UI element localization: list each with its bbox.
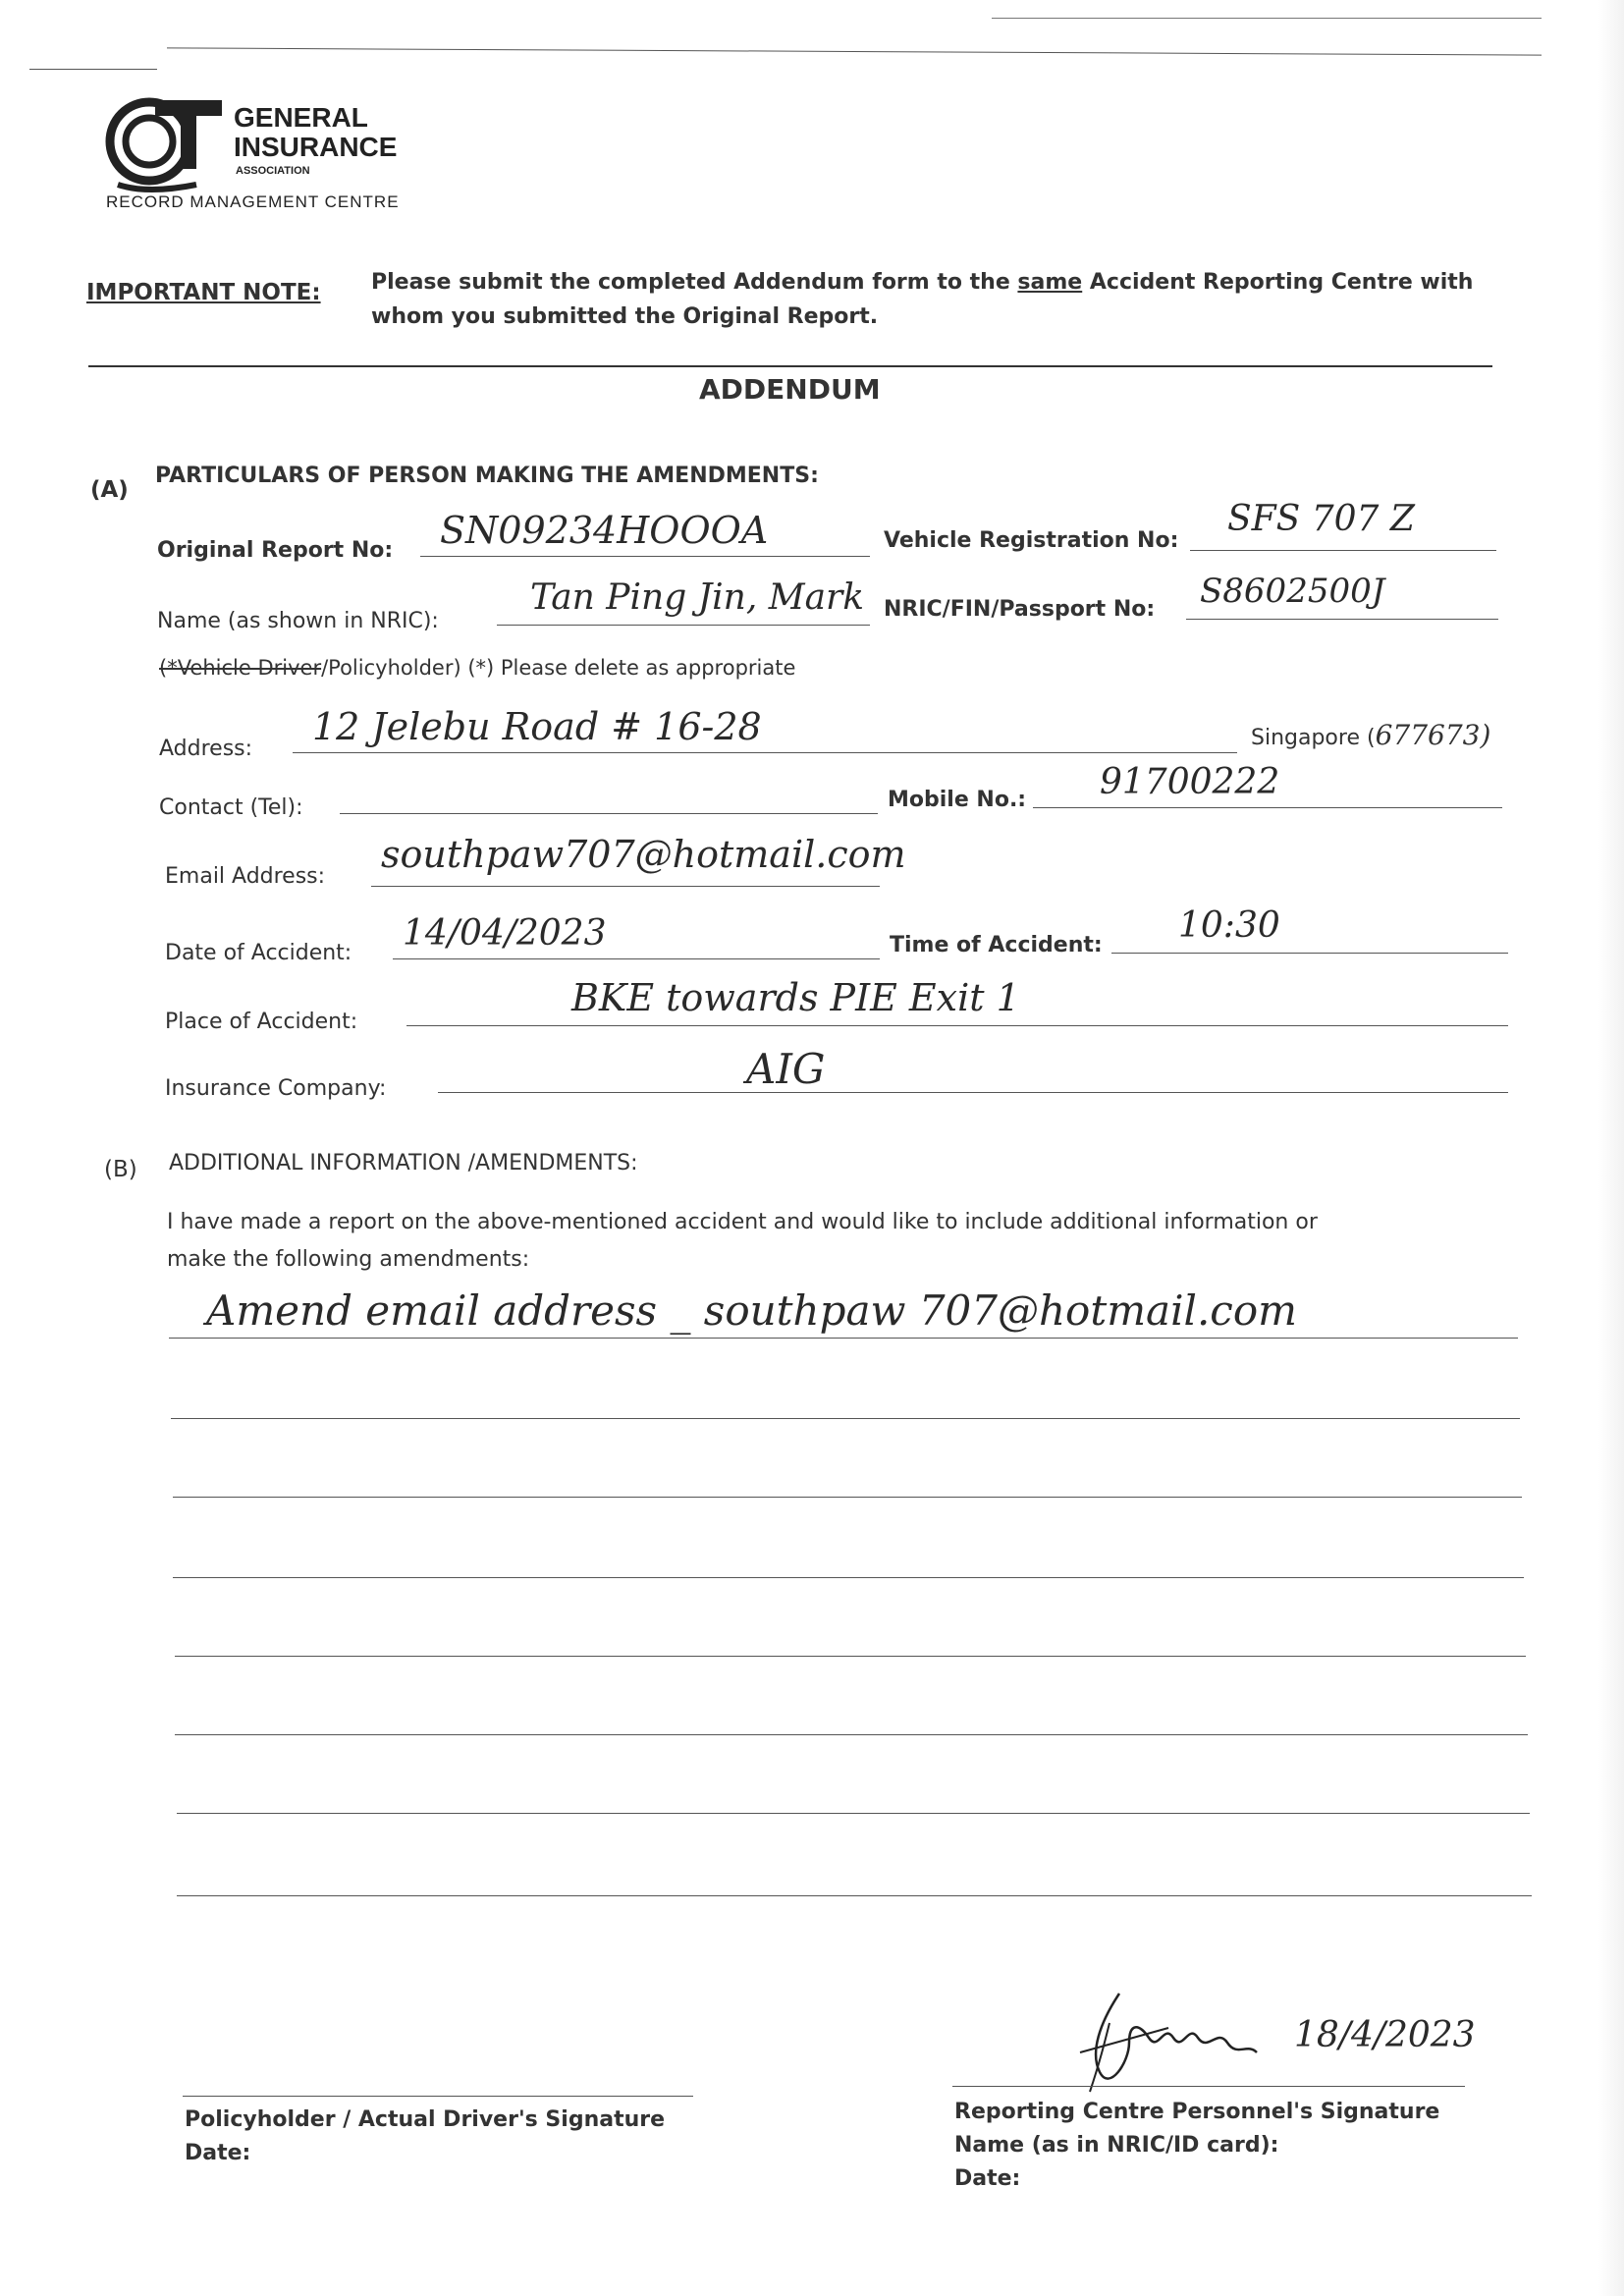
nric-value: S8602500J <box>1200 572 1385 611</box>
name-value: Tan Ping Jin, Mark <box>530 577 865 618</box>
original-report-label: Original Report No: <box>157 538 394 563</box>
singapore-text: Singapore ( <box>1251 726 1376 750</box>
name-label: Name (as shown in NRIC): <box>157 609 439 633</box>
logo-general: GENERAL <box>234 102 368 133</box>
top-border-line-right <box>992 18 1542 19</box>
role-text: /Policyholder) (*) Please delete as appropriate <box>321 656 796 680</box>
personnel-sign-date: 18/4/2023 <box>1294 2015 1476 2055</box>
name-line <box>497 625 870 626</box>
gia-logo <box>98 90 422 218</box>
top-border-line-short <box>29 69 157 70</box>
section-b-heading: ADDITIONAL INFORMATION /AMENDMENTS: <box>169 1151 638 1175</box>
place-accident-line <box>406 1025 1508 1026</box>
date-accident-value: 14/04/2023 <box>403 913 607 954</box>
section-a-heading: PARTICULARS OF PERSON MAKING THE AMENDMENTS: <box>155 464 819 488</box>
amendment-line-8 <box>177 1895 1532 1896</box>
note-divider <box>88 365 1492 367</box>
form-title: ADDENDUM <box>699 373 881 406</box>
original-report-value: SN09234HOOOA <box>440 509 769 552</box>
vehicle-reg-value: SFS 707 Z <box>1227 499 1415 539</box>
nric-line <box>1186 619 1498 620</box>
logo-subtitle: RECORD MANAGEMENT CENTRE <box>106 192 400 211</box>
date-accident-label: Date of Accident: <box>165 941 352 965</box>
note-text-b: Accident Reporting Centre with <box>1082 270 1474 295</box>
policyholder-date-label: Date: <box>185 2141 251 2165</box>
section-b-intro-2: make the following amendments: <box>167 1247 530 1272</box>
insurance-company-value: AIG <box>746 1045 826 1093</box>
role-note <box>159 656 795 680</box>
section-a-marker: (A) <box>90 477 129 503</box>
gia-emblem-icon <box>98 90 236 198</box>
contact-tel-label: Contact (Tel): <box>159 795 303 820</box>
insurance-company-label: Insurance Company: <box>165 1076 387 1101</box>
personnel-name-label: Name (as in NRIC/ID card): <box>954 2133 1279 2158</box>
time-accident-line <box>1111 953 1508 954</box>
nric-label: NRIC/FIN/Passport No: <box>884 597 1156 622</box>
place-accident-value: BKE towards PIE Exit 1 <box>571 976 1020 1019</box>
time-accident-value: 10:30 <box>1178 905 1280 946</box>
section-b-intro-1: I have made a report on the above-mentioned accident and would like to include additional information or <box>167 1210 1318 1234</box>
place-accident-label: Place of Accident: <box>165 1010 358 1034</box>
mobile-line <box>1033 807 1502 808</box>
personnel-signature-scribble <box>1060 1984 1276 2102</box>
insurance-company-line <box>438 1092 1508 1093</box>
role-struck: (*Vehicle Driver <box>159 656 322 680</box>
amendment-line-1 <box>169 1338 1518 1339</box>
contact-tel-line <box>340 813 878 814</box>
amendment-line-4 <box>173 1577 1524 1578</box>
vehicle-reg-line <box>1190 550 1496 551</box>
singapore-label <box>1251 719 1490 751</box>
important-note-text <box>371 270 1473 295</box>
mobile-label: Mobile No.: <box>888 788 1027 812</box>
time-accident-label: Time of Accident: <box>890 933 1103 957</box>
address-line <box>293 752 1237 753</box>
original-report-line <box>420 556 870 557</box>
email-label: Email Address: <box>165 864 326 889</box>
note-text-a: Please submit the completed Addendum form to the <box>371 270 1018 295</box>
email-value: southpaw707@hotmail.com <box>381 833 906 876</box>
scan-edge <box>1598 0 1624 2296</box>
amendment-line-7 <box>177 1813 1530 1814</box>
amendment-line-3 <box>173 1497 1522 1498</box>
important-note-text-2: whom you submitted the Original Report. <box>371 304 879 329</box>
email-line <box>371 886 880 887</box>
amendment-line-5 <box>175 1656 1526 1657</box>
important-note-label: IMPORTANT NOTE: <box>86 280 321 305</box>
logo-insurance: INSURANCE <box>234 132 398 162</box>
amendment-line-6 <box>175 1734 1528 1735</box>
personnel-date-label: Date: <box>954 2166 1021 2191</box>
personnel-signature-line <box>952 2086 1465 2087</box>
section-b-marker: (B) <box>104 1157 137 1182</box>
personnel-signature-label: Reporting Centre Personnel's Signature <box>954 2100 1440 2124</box>
vehicle-reg-label: Vehicle Registration No: <box>884 528 1179 553</box>
address-value: 12 Jelebu Road # 16-28 <box>312 705 762 748</box>
logo-association: ASSOCIATION <box>236 165 310 177</box>
amendment-line-2 <box>171 1418 1520 1419</box>
address-label: Address: <box>159 737 253 761</box>
postal-code-value: 677673) <box>1375 719 1491 751</box>
amendment-text: Amend email address _ southpaw 707@hotmail.com <box>206 1286 1297 1335</box>
top-border-line <box>167 47 1542 55</box>
mobile-value: 91700222 <box>1100 762 1280 802</box>
date-accident-line <box>393 958 880 959</box>
policyholder-signature-line <box>183 2096 693 2097</box>
policyholder-signature-label: Policyholder / Actual Driver's Signature <box>185 2107 666 2132</box>
note-text-same: same <box>1017 270 1083 295</box>
